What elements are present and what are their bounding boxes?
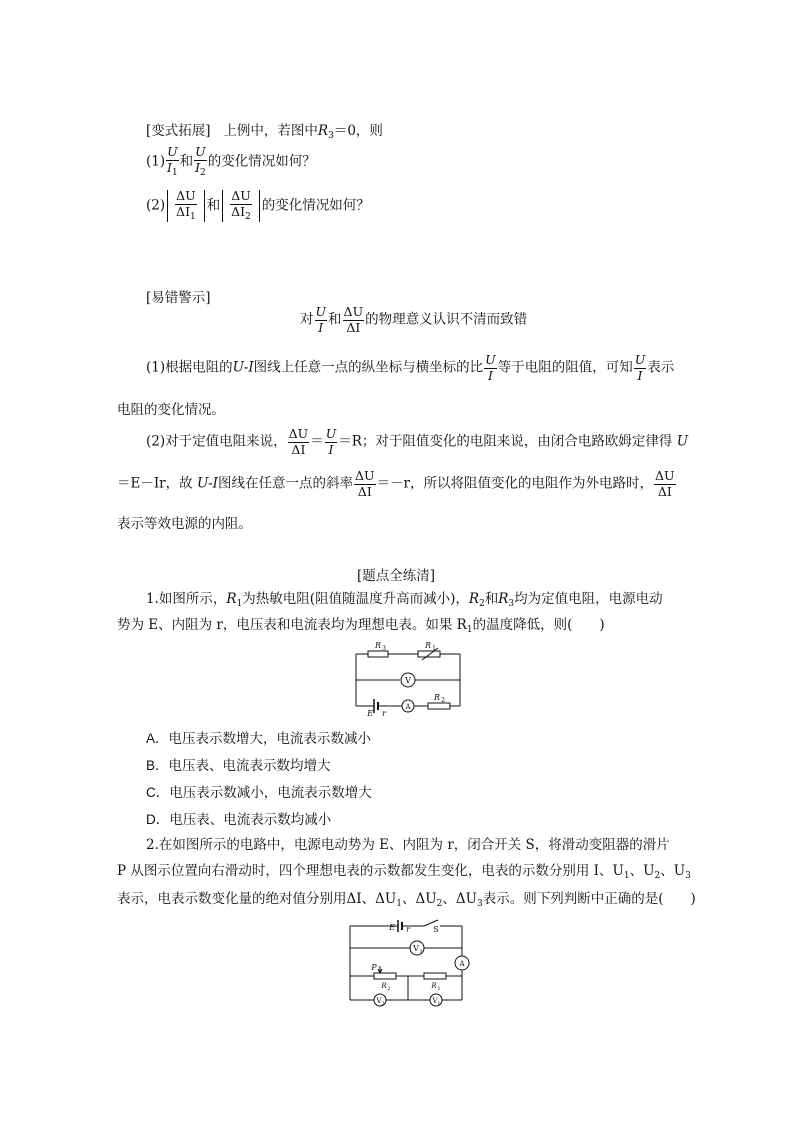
q2-line2 <box>117 862 691 885</box>
p2-text-r: ＝R；对于阻值变化的电阻来说，由闭合电路欧姆定律得 <box>338 433 673 450</box>
q1-r1: R <box>226 591 237 607</box>
q1-text-b: 为热敏电阻(阻值随温度升高而减小)， <box>242 591 469 607</box>
frac-num: ΔU <box>288 426 309 441</box>
and-text: 和 <box>206 197 221 214</box>
variant-tag: [变式拓展] <box>146 123 211 139</box>
p2-line2-ui: U-I <box>196 475 218 492</box>
frac-den-sub: 1 <box>190 211 196 222</box>
p1-text-d: 表示 <box>647 359 675 376</box>
q2-tail: 的变化情况如何？ <box>261 197 370 214</box>
p1-text-c: 等于电阻的阻值，可知 <box>497 359 633 376</box>
frac-den: ΔI <box>291 441 306 457</box>
q1-tail: 的变化情况如何？ <box>207 153 316 170</box>
frac-den: I <box>487 367 493 383</box>
fraction-du-di <box>654 470 676 498</box>
fraction-u-i <box>325 428 338 456</box>
warning-p2-line3: 表示等效电源的内阻。 <box>117 516 252 532</box>
c1-r1-sub: 1 <box>432 645 436 652</box>
q1-text-d: 均为定值电阻，电源电动 <box>514 591 663 607</box>
q1-option-a[interactable]: A．电压表示数增大，电流表示数减小 <box>146 731 372 746</box>
frac-den: ΔI <box>357 483 372 499</box>
q2-line3-a: 表示，电表示数变化量的绝对值分别用ΔI、ΔU <box>117 891 397 907</box>
q1-number: (1) <box>146 153 166 170</box>
frac-den: ΔI <box>346 319 361 335</box>
fraction-du-di <box>343 306 365 334</box>
c2-v3: V <box>413 944 419 953</box>
q1-text-a: 1.如图所示， <box>146 591 227 607</box>
c1-ammeter: A <box>405 703 411 711</box>
title-pre: 对 <box>300 311 314 328</box>
q2-line3 <box>117 890 696 913</box>
frac-num: U <box>485 352 496 367</box>
q1-text-c: 和 <box>484 591 499 607</box>
abs-du-di2 <box>222 190 260 222</box>
c2-ammeter: A <box>459 960 465 968</box>
frac-den: ΔI <box>657 483 672 499</box>
frac-num: U <box>315 304 327 319</box>
q2-line3-c: 、ΔU <box>442 891 477 907</box>
frac-num: U <box>634 352 646 367</box>
frac-num: ΔU <box>355 468 375 483</box>
q2-u2-sub: 2 <box>654 871 661 881</box>
title-post: 的物理意义认识不清而致错 <box>365 311 528 328</box>
c2-r-label: r <box>406 925 410 934</box>
c1-r-label: r <box>382 709 386 718</box>
fraction-u-i <box>484 354 497 382</box>
c2-r2-sub: 2 <box>387 986 391 992</box>
c1-r2-sub: 2 <box>441 697 445 704</box>
warning-title <box>300 306 527 334</box>
q1-r2-sub: 2 <box>479 599 485 609</box>
c2-p-label: P <box>371 963 377 972</box>
fraction-du-di <box>354 470 376 498</box>
p1-text-b: 图线上任意一点的纵坐标与横坐标的比 <box>253 359 484 376</box>
p2-line2-d: ＝－r，所以将阻值变化的电阻作为外电路时， <box>376 475 654 492</box>
q2-number: (2) <box>146 197 166 214</box>
fraction-u-i <box>315 306 328 334</box>
abs-du-di1 <box>167 190 205 222</box>
frac-num: U <box>167 144 178 159</box>
q1-r1-sub: 1 <box>236 599 243 609</box>
c1-r3-sub: 3 <box>382 645 386 652</box>
q2-du2-sub: 2 <box>436 899 443 909</box>
c2-v2: V <box>376 997 382 1005</box>
c1-r3-label: R <box>374 642 382 650</box>
c1-voltmeter: V <box>405 676 411 685</box>
frac-den-sub: 2 <box>200 167 206 178</box>
p1-ui: U-I <box>232 359 254 376</box>
q2-line2-a: P 从图示位置向右滑动时，四个理想电表的示数都发生变化，电表的示数分别用 I、U <box>117 863 624 879</box>
c2-r1-sub: 1 <box>437 986 441 992</box>
variant-lead: 上例中，若图中 <box>223 123 318 139</box>
fraction-u-i <box>634 354 647 382</box>
c2-v3-sub: 3 <box>419 949 423 955</box>
frac-num: ΔU <box>231 188 251 203</box>
q2-line1: 2.在如图所示的电路中，电源电动势为 E、内阻为 r，闭合开关 S，将滑动变阻器的滑片 <box>146 837 670 853</box>
p1-text-a: (1)根据电阻的 <box>146 359 233 376</box>
circuit-diagram-2 <box>344 918 476 1008</box>
q2-line2-b: 、U <box>629 863 655 879</box>
variant-intro <box>146 122 383 145</box>
frac-den: I <box>167 159 172 175</box>
c2-v1: V <box>432 997 438 1005</box>
c1-r1-label: R <box>424 642 432 650</box>
c2-e-label: E <box>389 923 395 932</box>
q1-line2-sub: 1 <box>466 625 473 635</box>
fraction-u-i1 <box>166 146 179 178</box>
p2-line2-a: ＝E－Ir，故 <box>117 475 193 492</box>
fraction-du-di <box>288 428 310 456</box>
warning-p1-line2: 电阻的变化情况。 <box>117 402 225 418</box>
q1-line2-b: 的温度降低，则( ) <box>472 617 605 633</box>
q2-line2-c: 、U <box>660 863 686 879</box>
r3-sub: 3 <box>328 131 334 141</box>
q1-option-c[interactable]: C．电压表示数减小，电流表示数增大 <box>146 785 372 800</box>
frac-den: I <box>195 159 201 175</box>
c2-switch-label: S <box>433 925 439 934</box>
frac-den: I <box>328 441 334 457</box>
fraction-u-i2 <box>194 146 207 178</box>
title-and: 和 <box>328 311 342 328</box>
frac-num: ΔU <box>176 188 196 203</box>
q1-r3-sub: 3 <box>508 599 515 609</box>
c2-v1-sub: 1 <box>437 1001 441 1007</box>
p2-eq: ＝ <box>310 433 324 450</box>
warning-tag: [易错警示] <box>146 290 211 306</box>
q2-line3-b: 、ΔU <box>401 891 437 907</box>
warning-p1-line1 <box>146 354 674 382</box>
q2-du3-sub: 3 <box>476 899 483 909</box>
frac-num: ΔU <box>655 468 675 483</box>
q2-u3-sub: 3 <box>685 871 691 881</box>
c1-e-label: E <box>367 709 373 718</box>
c2-r1-label: R <box>431 982 437 990</box>
circuit-diagram-1 <box>350 642 466 718</box>
frac-num: ΔU <box>343 304 364 319</box>
q1-line1 <box>146 590 663 613</box>
p2-text-a: (2)对于定值电阻来说， <box>146 433 287 450</box>
p2-u: U <box>676 433 689 450</box>
frac-den: ΔI <box>176 203 191 219</box>
frac-den: I <box>637 367 643 383</box>
q1-r2: R <box>468 591 480 607</box>
variant-lead-end: ＝0，则 <box>333 123 383 139</box>
c1-r2-label: R <box>433 693 441 702</box>
frac-den: ΔI <box>231 203 246 219</box>
c2-v2-sub: 2 <box>381 1001 385 1007</box>
warning-p2-line2 <box>117 470 677 498</box>
q2-line3-d: 表示。则下列判断中正确的是( ) <box>482 891 696 907</box>
frac-den-sub: 2 <box>245 211 251 222</box>
frac-den-sub: 1 <box>172 167 178 178</box>
practice-header: [题点全练清] <box>357 568 436 584</box>
variant-q2 <box>146 190 370 222</box>
q1-line2-a: 势为 E、内阻为 r，电压表和电流表均为理想电表。如果 R <box>117 617 467 633</box>
frac-num: U <box>195 144 206 159</box>
q1-line2 <box>117 616 605 639</box>
q1-r3: R <box>498 591 509 607</box>
c2-r2-label: R <box>381 982 387 990</box>
q2-du1-sub: 1 <box>396 899 402 909</box>
p2-line2-c: 图线在任意一点的斜率 <box>218 475 353 492</box>
frac-den: I <box>318 319 324 335</box>
warning-p2-line1 <box>146 428 688 456</box>
q2-u1-sub: 1 <box>623 871 630 881</box>
variant-q1 <box>146 146 316 178</box>
r3-symbol: R <box>317 123 329 139</box>
q1-option-b[interactable]: B．电压表、电流表示数均增大 <box>146 758 331 773</box>
frac-num: U <box>325 426 337 441</box>
q1-option-d[interactable]: D．电压表、电流表示数均减小 <box>146 812 332 827</box>
and-text: 和 <box>179 153 194 170</box>
